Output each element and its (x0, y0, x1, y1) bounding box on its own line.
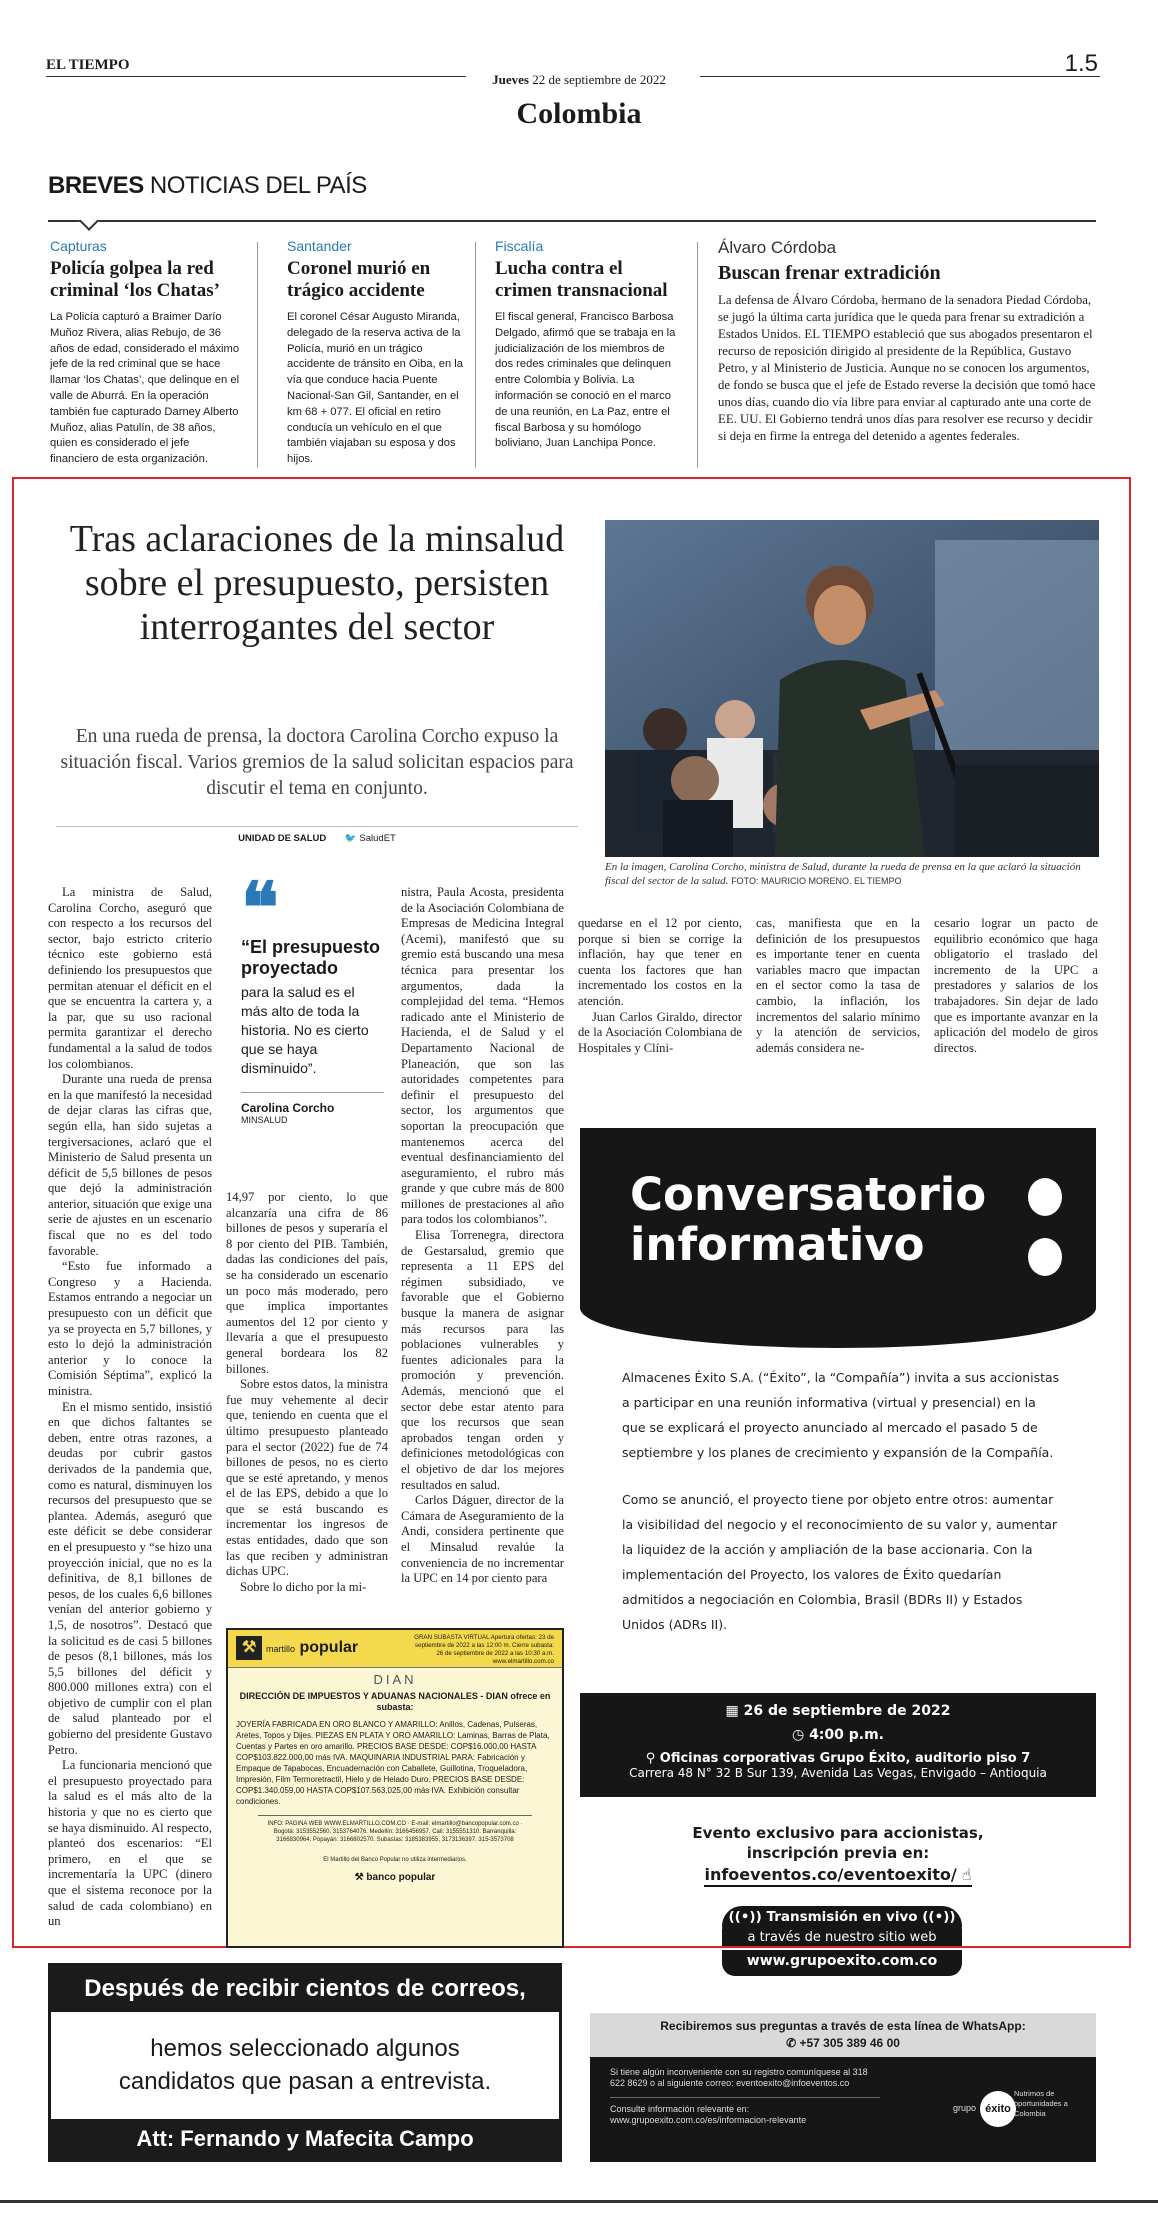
event-date-text: 26 de septiembre de 2022 (743, 1703, 951, 1719)
live-stream-text: Transmisión en vivo (766, 1909, 918, 1925)
byline-twitter[interactable] (345, 833, 396, 844)
martillo-contact-info: INFO: PAGINA WEB WWW.ELMARTILLO.COM.CO · E-mail: elmartillo@bancopopular.com.co · Bogotá: 3153552560, 3153764076. Medellín: 3166456957. Cali: 3155551310. Barranquilla: 3166830964. Popayán: 3166802570. Subastas: 3185383955, 3173136397. 315-3573708 (258, 1815, 532, 1844)
brief-separator (475, 242, 476, 468)
twitter-handle: SaludET (359, 833, 396, 844)
event-time-text: 4:00 p.m. (809, 1727, 885, 1743)
whatsapp-text: Recibiremos sus preguntas a través de esta línea de WhatsApp: (660, 2019, 1026, 2033)
paragraph: Durante una rueda de prensa en la que manifestó la necesidad de dejar claras las cifras que, según ella, han sido sujetas a tergiversaciones, aclaró que el Ministerio de Salud presenta un déficit de 5,5 billones de pesos que dejó la administración anterior, situación que exige una serie de ajustes en un escenario fiscal que no es del todo favorable. (48, 1072, 212, 1258)
paragraph: cesario lograr un pacto de equilibrio económico que haga obligatorio el traslado del incremento de la UPC a prestadores y salarios de los trabajadores. Sin dejar de lado que es importante avanzar en la aplicación del modelo de giros directos. (934, 916, 1098, 1055)
relevant-info-link[interactable]: Consulte información relevante en: www.grupoexito.com.co/es/informacion-relevante (610, 2097, 880, 2126)
event-place (580, 1751, 1096, 1766)
paragraph: quedarse en el 12 por ciento, porque si bien se corrige la inflación, hay que tener en cuenta los factores que han incrementado los costos en la atención. (578, 916, 742, 1008)
article-column-6 (934, 916, 1098, 1056)
paragraph: nistra, Paula Acosta, presidenta de la Asociación Colombiana de Empresas de Medicina Integral (Acemi), manifestó que su gremio está buscando una mesa técnica para presentar los argumentos, dada la complejidad del tema. “Hemos radicado ante el Ministerio de Hacienda, el de Salud y el Departamento Nacional de Planeación, que son las autoridades competentes para definir el presupuesto del sector, los argumentos que soportan la preocupación que mantenemos acerca del eventual desfinanciamiento del aseguramiento, el rubro más grande y que cubre más de 800 millones de prestaciones al año para todos los colombianos”. (401, 885, 564, 1227)
despues-ad-signature: Att: Fernando y Mafecita Campo (51, 2119, 559, 2159)
banco-popular-logo (228, 1872, 562, 1883)
brief-fiscalia (495, 238, 683, 452)
paragraph: Carlos Dáguer, director de la Cámara de Aseguramiento de la Andi, considera pertinente que el Minsalud revalúe la conveniencia de no incrementar la UPC en 14 por ciento para (401, 1493, 564, 1586)
brief-headline[interactable]: Policía golpea la red criminal ‘los Chatas’ (50, 258, 220, 301)
exito-ad-title: Conversatorio informativo (630, 1168, 987, 1271)
calendar-icon: ▦ (725, 1703, 739, 1719)
publication-name: EL TIEMPO (46, 57, 130, 73)
despues-ad-message: hemos seleccionado algunos candidatos que pasan a entrevista. (118, 2035, 492, 2095)
quote-rule (241, 1092, 384, 1093)
brief-santander (287, 238, 467, 468)
page-bottom-rule (0, 2200, 1158, 2203)
event-place-text: Oficinas corporativas Grupo Éxito, auditorio piso 7 (659, 1751, 1031, 1766)
martillo-title: DIRECCIÓN DE IMPUESTOS Y ADUANAS NACIONALES - DIAN ofrece en subasta: (239, 1691, 551, 1712)
paragraph: La ministra de Salud, Carolina Corcho, aseguró que con respecto a los recursos del sector, bajo estricto criterio técnico este gobierno está definiendo los presupuestos que permitan atenuar el déficit en el que se encuentra la cartera y, a la par, que su uso racional permita garantizar el derecho fundamental a la salud de todos los colombianos. (48, 885, 212, 1071)
brief-category: Capturas (50, 238, 107, 254)
brief-category: Álvaro Córdoba (718, 238, 837, 257)
broadcast-icon: ((•)) (728, 1909, 762, 1925)
event-time (580, 1727, 1096, 1743)
brief-separator (257, 242, 258, 468)
live-stream-title (722, 1908, 962, 1927)
whatsapp-icon: ✆ (786, 2036, 797, 2050)
article-column-4 (578, 916, 742, 1056)
live-stream-subtitle: a través de nuestro sitio web (722, 1929, 962, 1946)
brief-headline[interactable]: Lucha contra el crimen transnacional (495, 258, 668, 301)
exito-conversatorio-ad (580, 1128, 1096, 1948)
dian-logo: DIAN (373, 1672, 417, 1687)
grupo-label: grupo (952, 2103, 976, 2113)
event-registration (580, 1823, 1096, 1887)
brief-body: El coronel César Augusto Miranda, delegado de la reserva activa de la Policía, murió en un trágico accidente de tránsito en Oiba, en la vía que conduce hacia Puente Nacional-San Gil, Santander, en el km 68 + 077. El oficial en retiro conducía un vehículo en el que también viajaban su esposa y dos hijos. (287, 311, 464, 466)
exito-body (622, 1353, 1062, 1637)
location-pin-icon: ⚲ (645, 1751, 656, 1766)
exito-tagline: Nutrimos de oportunidades a Colombia (1014, 2089, 1068, 2118)
paragraph: cas, manifiesta que en la definición de los presupuestos es importante tener en cuenta variables macro que impactan en el sector como la tasa de cambio, la inflación, los incrementos del salario mínimo y la atención de servicios, además considera ne- (756, 916, 920, 1055)
despues-ad (48, 1963, 562, 2162)
breves-rule (48, 220, 1096, 222)
whatsapp-number: +57 305 389 46 00 (799, 2036, 900, 2050)
registration-link[interactable] (704, 1865, 971, 1887)
article-column-5 (756, 916, 920, 1056)
pull-quote (241, 871, 384, 1125)
article-dek: En una rueda de prensa, la doctora Carolina Corcho expuso la situación fiscal. Varios gremios de la salud solicitan espacios para discutir el tema en conjunto. (60, 726, 574, 799)
breves-title (48, 172, 367, 200)
hammer-icon: ⚒ (236, 1636, 262, 1660)
exito-banner (580, 1128, 1096, 1348)
brief-headline[interactable]: Buscan frenar extradición (718, 262, 941, 284)
quote-body: para la salud es el más alto de toda la historia. No es cierto que se haya disminuido”. (241, 984, 369, 1076)
quote-author: Carolina Corcho (241, 1101, 335, 1115)
whatsapp-line (590, 2013, 1096, 2057)
event-address: Carrera 48 N° 32 B Sur 139, Avenida Las Vegas, Envigado – Antioquia (629, 1766, 1047, 1780)
martillo-auction-dates: GRAN SUBASTA VIRTUAL Apertura ofertas: 23 de septiembre de 2022 a las 12:00 m. Cierre subasta: 26 de septiembre de 2022 a las 10:30 a.m. www.elmartillo.com.co (414, 1634, 554, 1665)
martillo-brand: popular (299, 1639, 359, 1657)
brief-body: La defensa de Álvaro Córdoba, hermano de la senadora Piedad Córdoba, se jugó la última carta jurídica que le queda para frenar su extradición a Estados Unidos. EL TIEMPO estableció que sus abogados presentaron el recurso de reposición dirigido al presidente de la República, Gustavo Petro, y al Ministerio de Justicia. Aunque no se conocen los argumentos, de fondo se busca que el jefe de Estado reverse la decisión que tomó hace unos días, cuando dio vía libre para enviar al capturado ante una corte de EE. UU. El Gobierno tendrá unos días para resolver ese recurso y decidir si deja en firme la entrega del detenido a agentes federales. (718, 293, 1096, 443)
brief-headline[interactable]: Coronel murió en trágico accidente (287, 258, 431, 301)
breves-title-rest: NOTICIAS DEL PAÍS (149, 172, 367, 199)
issue-date (0, 72, 1158, 88)
caption-text: En la imagen, Carolina Corcho, ministra de Salud, durante la rueda de prensa en la que aclaró la situación fiscal del sector de la salud. (605, 861, 1081, 887)
photo-caption (605, 860, 1099, 888)
section-title: Colombia (516, 97, 642, 130)
hammer-icon: ⚒ (354, 1872, 364, 1883)
martillo-brand-small: martillo (266, 1644, 296, 1655)
martillo-popular-ad[interactable] (226, 1628, 564, 1948)
paragraph: 14,97 por ciento, lo que alcanzaría una cifra de 86 billones de pesos y superaría el 8 por ciento del PIB. También, dadas las condiciones del país, se ha considerado un escenario un poco más moderado, pero que implica importantes aumentos del 12 por ciento y llevaría a que el presupuesto general bordeara los 82 billones. (226, 1190, 388, 1376)
breves-title-bold: BREVES (48, 172, 144, 199)
page-number: 1.5 (1064, 50, 1098, 77)
paragraph: Sobre lo dicho por la mi- (240, 1579, 367, 1594)
brief-alvaro-cordoba (718, 238, 1098, 445)
twitter-icon: 🐦 (344, 833, 357, 844)
martillo-body: JOYERÍA FABRICADA EN ORO BLANCO Y AMARILLO: Anillos, Cadenas, Pulseras, Aretes, Topos y Dijes. PIEZAS EN PLATA Y ORO AMARILLO: Laminas, Barras de Plata, Cuentas y Partes en oro amarillo. PRECIOS BASE DESDE: COP$16.000,00 HASTA COP$103.822.000,00 más IVA. MAQUINARIA INDUSTRIAL PARA: Fabricación y Empaque de Tapabocas, Encuadernación con Caballete, Guillotina, Troqueladora, Impresión, Film Termoretractil, Hielo y de Helado Duro. PRECIOS BASE DESDE: COP$1.340.059,00 HASTA COP$107.563.025,00 más IVA. Exhibición consultar condiciones. (236, 1720, 550, 1806)
registration-url: infoeventos.co/eventoexito/ (704, 1865, 957, 1884)
issue-date-rest: 22 de septiembre de 2022 (532, 72, 666, 87)
broadcast-icon: ((•)) (922, 1909, 956, 1925)
exito-event-details (580, 1693, 1096, 1797)
byline-unit: UNIDAD DE SALUD (238, 833, 327, 844)
man-glasses-avatar-icon (1028, 1238, 1062, 1276)
event-date (580, 1703, 1096, 1719)
pointer-hand-icon: ☝ (956, 1865, 972, 1884)
quote-role: MINSALUD (241, 1115, 288, 1125)
woman-avatar-icon (1028, 1178, 1062, 1216)
clock-icon: ◷ (791, 1727, 805, 1743)
brief-separator (697, 242, 698, 468)
quote-mark-icon: ❝ (241, 871, 279, 948)
exito-contact-ad (590, 2013, 1096, 2162)
banco-popular-name: banco popular (366, 1872, 436, 1883)
breves-notch (79, 211, 99, 231)
brief-capturas (50, 238, 240, 468)
exito-contact-info (590, 2057, 1096, 2162)
brief-category: Santander (287, 238, 352, 254)
exito-invitation: Almacenes Éxito S.A. (“Éxito”, la “Compañía”) invita a sus accionistas a participar en una reunión informativa (virtual y presencial) en la que se explicará el proyecto anunciado al mercado el pasado 5 de septiembre y los planes de crecimiento y expansión de la Compañía. (622, 1370, 1060, 1460)
exito-project-description: Como se anunció, el proyecto tiene por objeto entre otros: aumentar la visibilidad del negocio y el reconocimiento de su valor y, aumentar la liquidez de la acción y ampliación de la base accionaria. Con la implementación del Proyecto, los valores de Éxito quedarían admitidos a negociación en Colombia, Brasil (BDRs II) y Estados Unidos (ADRs II). (622, 1492, 1058, 1632)
article-photo (605, 520, 1099, 857)
martillo-header (228, 1630, 562, 1668)
article-headline[interactable]: Tras aclaraciones de la minsalud sobre el presupuesto, persisten interrogantes del sector (69, 518, 565, 648)
article-column-1 (48, 885, 212, 1930)
issue-date-day: Jueves (492, 72, 529, 87)
website-link[interactable]: www.grupoexito.com.co (722, 1950, 962, 1976)
press-conference-image (605, 520, 1099, 857)
brief-body: La Policía capturó a Braimer Darío Muñoz Rivera, alias Rebujo, de 36 años de edad, considerado el máximo jefe de la red criminal que se hace llamar ‘los Chatas’, que delinque en el valle de Aburrá. En la operación también fue capturado Darney Alberto Muñoz, alias Patulín, de 38 años, quien es considerado el jefe financiero de esta organización. (50, 311, 240, 466)
martillo-footnote: El Martillo del Banco Popular no utiliza intermediarios. (323, 1857, 467, 1863)
article-column-3 (401, 885, 564, 1587)
registration-line-2: inscripción previa en: (746, 1844, 930, 1862)
paragraph: En el mismo sentido, insistió en que dichos faltantes se deben, entre otras razones, a deudas por cubrir gastos derivados de la pandemia que, como es natural, disminuyen los recursos del presupuesto que se plantea. Además, aseguró que este déficit se debe considerar en el presupuesto y “se hizo una proyección inicial, que no es la definitiva, de 8,1 billones de pesos, de los cuales 6,6 billones venían del anterior gobierno y 1,5, de nosotros”. Destacó que la solicitud es de casi 5 billones de pesos (8,1 billones, más los 5,5 billones del déficit y 800.000 millones extra) con el objetivo de cumplir con el plan de salud planteado por el gobierno del presidente Gustavo Petro. (48, 1399, 212, 1757)
registration-help: Si tiene algún inconveniente con su registro comuníquese al 318 622 8629 o al siguiente correo: eventoexito@infoeventos.co (610, 2067, 868, 2088)
paragraph: Elisa Torrenegra, directora de Gestarsalud, gremio que representa a 11 EPS del régimen subsidiado, ve favorable que el Gobierno busque la manera de asignar más recursos para las poblaciones vulnerables y fuentes adicionales para la promoción y prevención. Además, mencionó que el sector debe estar atento para que los recursos que sean aprobados tengan orden y definiciones metodológicas con el objetivo de dar los mejores resultados en salud. (401, 1228, 564, 1492)
whatsapp-phone[interactable] (590, 2035, 1096, 2052)
paragraph: La funcionaria mencionó que el presupuesto proyectado para la salud es el más alto de la historia y que no es cierto que se haya disminuido. Al respecto, planteó dos escenarios: “El primero, en el que se incrementaría la UPC (dinero que el sistema reconoce por la salud de cada colombiano) en un (48, 1758, 212, 1929)
martillo-logo (236, 1636, 358, 1660)
quote-lead: “El presupuesto proyectado (241, 937, 381, 978)
paragraph: Juan Carlos Giraldo, director de la Asociación Colombiana de Hospitales y Clíni- (578, 1009, 742, 1055)
article-byline (56, 826, 578, 844)
paragraph: “Esto fue informado a Congreso y a Hacienda. Estamos entrando a negociar un presupuesto con un déficit que ya se proyecta en 5,7 billones, y esto lo dejó la administración anterior y lo conoce la Comisión Séptima”, explicó la ministra. (48, 1259, 212, 1398)
exito-logo: éxito (980, 2091, 1016, 2127)
photo-credit: FOTO: MAURICIO MORENO. EL TIEMPO (731, 876, 902, 886)
brief-category: Fiscalía (495, 238, 544, 254)
brief-body: El fiscal general, Francisco Barbosa Delgado, afirmó que se trabaja en la judicialización de los miembros de dos redes criminales que delinquen entre Colombia y Bolivia. La información se conoció en el marco de una reunión, en La Paz, entre el fiscal Barbosa y su homólogo boliviano, Juan Lanchipa Ponce. (495, 311, 676, 450)
despues-ad-header: Después de recibir cientos de correos, (51, 1966, 559, 2012)
paragraph: Sobre estos datos, la ministra fue muy vehemente al decir que, teniendo en cuenta que el último presupuesto planteado para el sector (2022) fue de 74 billones de pesos, no es cierto que se esté apretando, y menos el de las EPS, debido a que lo que se está buscando es incrementar los ingresos de estas entidades, dado que son las que reciben y administran dichas UPC. (226, 1377, 388, 1579)
registration-line-1: Evento exclusivo para accionistas, (692, 1824, 984, 1842)
article-column-2 (226, 1190, 388, 1595)
